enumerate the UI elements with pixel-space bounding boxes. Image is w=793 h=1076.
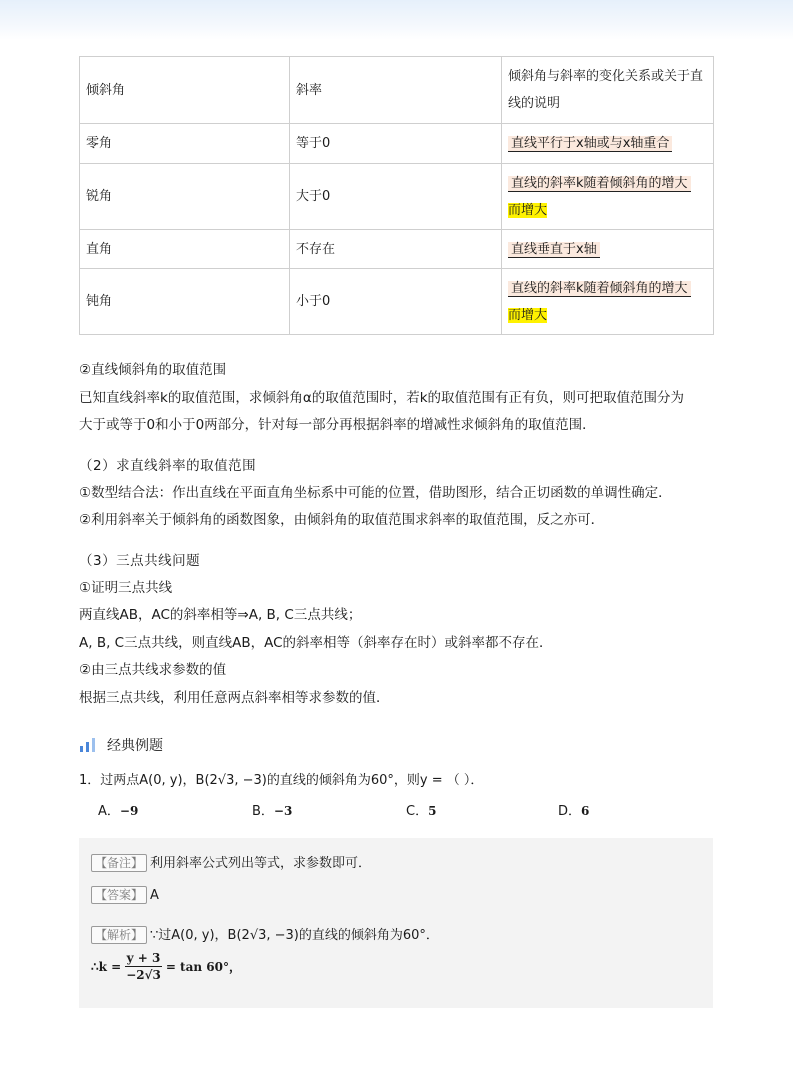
section-3-line: 两直线AB，AC的斜率相等⇒A, B, C三点共线； — [79, 607, 362, 623]
highlight-text: 而增大 — [508, 307, 548, 323]
analysis-line — [91, 924, 439, 944]
fill-blank: 直线平行于x轴或与x轴重合 — [508, 136, 672, 152]
example-header: 经典例题 — [107, 738, 163, 754]
table-cell-angle: 直角 — [80, 230, 290, 269]
table-header-cell: 斜率 — [290, 57, 502, 124]
section-3-line: A, B, C三点共线，则直线AB，AC的斜率相等（斜率存在时）或斜率都不存在． — [79, 635, 553, 651]
slope-angle-table — [79, 56, 714, 335]
table-cell-desc — [502, 230, 714, 269]
highlight-text: 而增大 — [508, 202, 548, 218]
bar-chart-icon — [80, 738, 96, 752]
range-paragraph-line: 已知直线斜率k的取值范围，求倾斜角α的取值范围时，若k的取值范围有正有负，则可把取值范围分为 — [79, 390, 685, 406]
option-c: C．5 — [406, 804, 437, 819]
table-cell-angle: 零角 — [80, 124, 290, 164]
section-3-line: ②由三点共线求参数的值 — [79, 662, 227, 678]
section-2-title: （2）求直线斜率的取值范围 — [79, 458, 257, 474]
table-cell-desc — [502, 124, 714, 164]
table-header-cell: 倾斜角 — [80, 57, 290, 124]
fraction: $\frac{y + 3}{-2√3}$ — [126, 951, 161, 982]
section-3-line: 根据三点共线，利用任意两点斜率相等求参数的值． — [79, 690, 390, 706]
table-cell-angle: 锐角 — [80, 164, 290, 230]
section-3-title: （3）三点共线问题 — [79, 553, 201, 569]
table-row — [80, 124, 714, 164]
section-3-line: ①证明三点共线 — [79, 580, 173, 596]
table-header-cell: 倾斜角与斜率的变化关系或关于直线的说明 — [502, 57, 714, 124]
note-text: 利用斜率公式列出等式，求参数即可． — [150, 856, 372, 871]
answer-line — [91, 886, 159, 904]
range-paragraph-line: 大于或等于0和小于0两部分，针对每一部分再根据斜率的增减性求倾斜角的取值范围． — [79, 417, 596, 433]
range-title: ②直线倾斜角的取值范围 — [79, 362, 227, 378]
solution-box — [79, 838, 713, 1008]
table-row — [80, 164, 714, 230]
analysis-text: ∵过A(0, y)，B(2√3, −3)的直线的倾斜角为60°． — [150, 928, 439, 943]
analysis-tag: 【解析】 — [91, 926, 147, 944]
note-line — [91, 852, 371, 872]
fill-blank: 直线垂直于x轴 — [508, 242, 600, 258]
answer-tag: 【答案】 — [91, 886, 147, 904]
fill-blank: 直线的斜率k随着倾斜角的增大 — [508, 281, 691, 297]
table-cell-slope: 大于0 — [290, 164, 502, 230]
option-a: A．−9 — [98, 804, 139, 819]
option-b: B．−3 — [252, 804, 293, 819]
table-row — [80, 269, 714, 335]
section-2-line: ①数型结合法：作出直线在平面直角坐标系中可能的位置，借助图形，结合正切函数的单调性确定． — [79, 485, 672, 501]
table-row — [80, 230, 714, 269]
table-cell-desc — [502, 164, 714, 230]
section-2-line: ②利用斜率关于倾斜角的函数图象，由倾斜角的取值范围求斜率的取值范围，反之亦可． — [79, 512, 605, 528]
table-cell-slope: 小于0 — [290, 269, 502, 335]
page-top-band — [0, 0, 793, 40]
table-cell-slope: 不存在 — [290, 230, 502, 269]
table-cell-slope: 等于0 — [290, 124, 502, 164]
table-cell-angle: 钝角 — [80, 269, 290, 335]
example-question: 1．过两点A(0, y)，B(2√3, −3)的直线的倾斜角为60°，则y = （ ）． — [79, 773, 484, 788]
option-d: D．6 — [558, 804, 590, 819]
answer-text: A — [150, 888, 159, 903]
note-tag: 【备注】 — [91, 854, 147, 872]
table-cell-desc — [502, 269, 714, 335]
table-header-row — [80, 57, 714, 124]
analysis-formula: ∴k = $\frac{y + 3}{-2√3}$ = tan 60°， — [91, 951, 241, 982]
fill-blank: 直线的斜率k随着倾斜角的增大 — [508, 176, 691, 192]
